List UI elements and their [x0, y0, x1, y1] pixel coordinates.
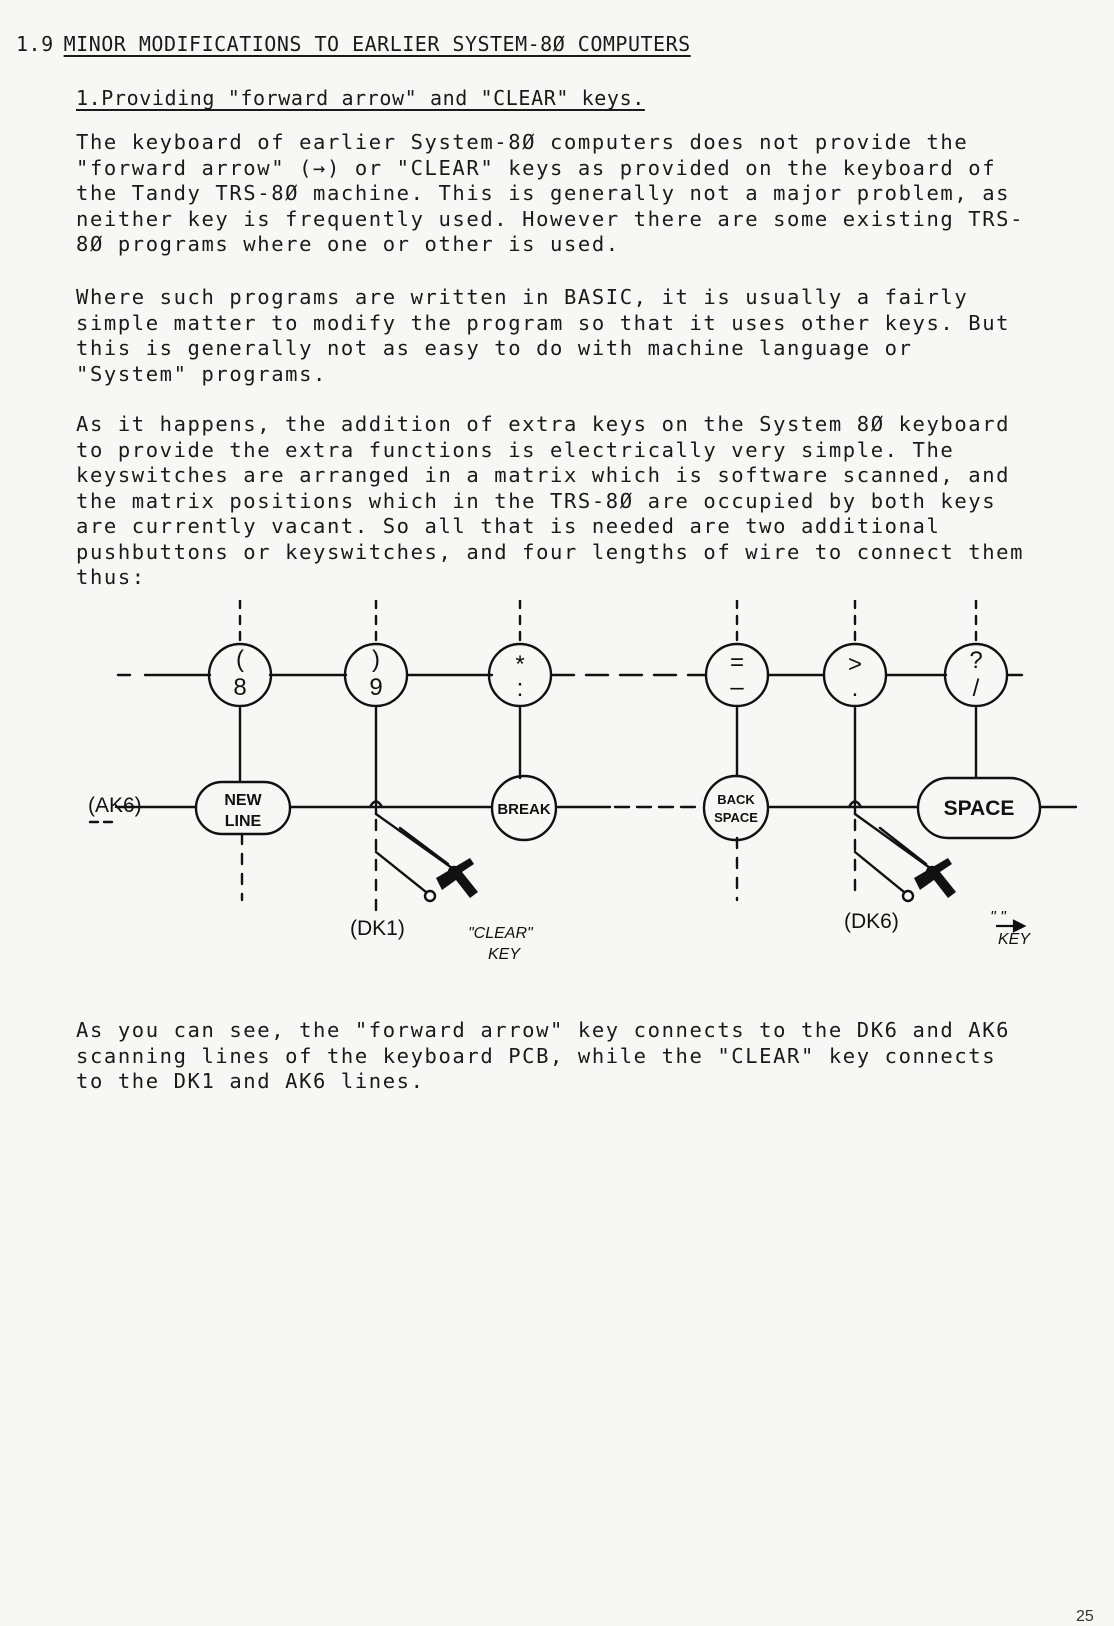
pushbuttons: [436, 858, 956, 898]
clear-key-sublabel: KEY: [488, 946, 521, 963]
key-colon-upper: *: [515, 651, 525, 678]
key-new-line-label-2: LINE: [224, 813, 262, 830]
section-number: 1.9: [16, 32, 54, 56]
dk6-label: (DK6): [844, 910, 899, 933]
clear-pushbutton-icon: [436, 858, 478, 898]
arrow-wire-lower: [855, 852, 904, 892]
key-back-space-label-2: SPACE: [714, 810, 758, 825]
key-break-label: BREAK: [497, 801, 551, 818]
keyboard-matrix-diagram: [0, 600, 1114, 980]
paragraph-summary: As you can see, the "forward arrow" key connects to the DK6 and AK6 scanning lines of the keyboard PCB, while the "CLEAR" key connects to the DK1 and AK6 lines.: [76, 1018, 1011, 1093]
paragraph-matrix: As it happens, the addition of extra keys on the System 8Ø keyboard to provide the extra functions is electrically very simple. The keyswitches are arranged in a matrix which is software scanned, and the matrix positions which in the TRS-8Ø are occupied by both keys are currently vacant. So all that is needed are two additional pushbuttons or keyswitches, and four lengths of wire to connect them thus:: [76, 412, 1025, 589]
key-colon-lower: :: [516, 675, 524, 702]
section-title: MINOR MODIFICATIONS TO EARLIER SYSTEM-8Ø COMPUTERS: [63, 32, 691, 56]
paragraph-basic: Where such programs are written in BASIC, it is usually a fairly simple matter to modify the program so that it uses other keys. But this is generally not as easy to do with machine language or "System" programs.: [76, 285, 1011, 386]
arrow-contact-lower: [903, 891, 913, 901]
key-minus-lower: –: [730, 674, 744, 701]
arrow-pushbutton-icon: [914, 858, 956, 898]
dk1-label: (DK1): [350, 917, 405, 940]
key-minus-upper: =: [729, 649, 745, 676]
clear-wire-lower: [376, 852, 426, 892]
clear-wire-link: [400, 828, 448, 864]
key-slash-upper: ?: [969, 647, 983, 674]
key-period-upper: >: [847, 651, 863, 678]
arrow-key-sublabel: KEY: [998, 931, 1031, 948]
key-back-space-circle: [704, 776, 768, 840]
key-new-line-label-1: NEW: [224, 792, 262, 809]
key-8-lower: 8: [233, 674, 247, 701]
key-9-upper: ): [372, 646, 380, 673]
paragraph-intro: The keyboard of earlier System-8Ø computers does not provide the "forward arrow" (→) or "CLEAR" keys as provided on the keyboard of the Tandy TRS-8Ø machine. This is generally not a major problem, as neither key is frequently used. However there are some existing TRS-8Ø programs where one or other is used.: [76, 130, 1025, 256]
arrow-key-quotes: " ": [990, 909, 1006, 926]
key-8-upper: (: [236, 646, 244, 673]
key-space-label: SPACE: [943, 797, 1015, 820]
ak6-label: (AK6): [88, 794, 142, 817]
clear-contact-lower: [425, 891, 435, 901]
key-back-space-label-1: BACK: [717, 792, 755, 807]
key-9-lower: 9: [369, 674, 383, 701]
key-slash-lower: /: [972, 675, 980, 702]
page-number: 25: [1076, 1608, 1094, 1625]
key-period-lower: .: [851, 675, 859, 702]
section-heading: [16, 32, 691, 56]
clear-key-label: "CLEAR": [468, 925, 533, 942]
arrow-wire-link: [880, 828, 926, 864]
subsection-heading: 1.Providing "forward arrow" and "CLEAR" keys.: [76, 86, 645, 110]
